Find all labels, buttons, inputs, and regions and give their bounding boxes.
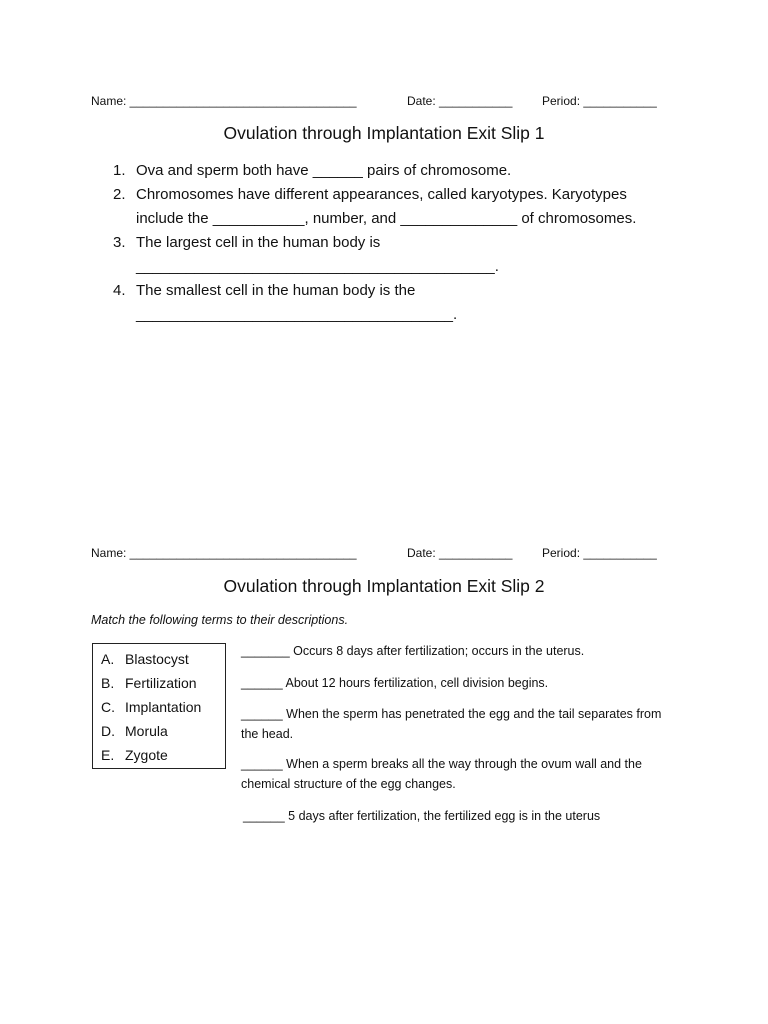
- term-item: [101, 695, 201, 719]
- description-item: ______ When a sperm breaks all the way through the ovum wall and the chemical structure of the egg changes.: [241, 757, 642, 791]
- term-item: [101, 671, 201, 695]
- instructions: Match the following terms to their descriptions.: [91, 613, 349, 627]
- term-letter: B.: [101, 675, 115, 691]
- date-field: Date: ___________: [407, 546, 513, 560]
- question-number: 2.: [113, 186, 126, 203]
- name-field: Name: __________________________________: [91, 546, 357, 560]
- term-item: [101, 719, 201, 743]
- term-label: Implantation: [125, 699, 202, 715]
- question-text: The largest cell in the human body is: [136, 234, 381, 251]
- period-field: Period: ___________: [542, 546, 657, 560]
- term-label: Blastocyst: [125, 651, 189, 667]
- question-text-continued: ___________________________________________.: [136, 258, 499, 275]
- slip2-header: [91, 544, 691, 562]
- question-text: The smallest cell in the human body is the: [136, 282, 416, 299]
- term-label: Zygote: [125, 747, 168, 763]
- description-item: _______ Occurs 8 days after fertilization; occurs in the uterus.: [241, 644, 585, 658]
- description-item: ______ 5 days after fertilization, the fertilized egg is in the uterus: [243, 809, 601, 823]
- question-number: 4.: [113, 282, 126, 299]
- question-text: Ova and sperm both have ______ pairs of chromosome.: [136, 162, 512, 179]
- name-field: Name: __________________________________: [91, 94, 357, 108]
- term-letter: D.: [101, 723, 115, 739]
- term-letter: E.: [101, 747, 115, 763]
- slip1-title: Ovulation through Implantation Exit Slip 1: [223, 123, 545, 143]
- term-label: Morula: [125, 723, 168, 739]
- period-field: Period: ___________: [542, 94, 657, 108]
- date-field: Date: ___________: [407, 94, 513, 108]
- question-number: 1.: [113, 162, 126, 179]
- question-text-continued: ______________________________________.: [136, 306, 458, 323]
- slip2-title: Ovulation through Implantation Exit Slip 2: [223, 576, 545, 596]
- term-item: [101, 743, 201, 767]
- question-text: Chromosomes have different appearances, called karyotypes. Karyotypes: [136, 186, 627, 203]
- term-item: [101, 647, 201, 671]
- description-item: ______ About 12 hours fertilization, cell division begins.: [241, 676, 549, 690]
- description-item: ______ When the sperm has penetrated the egg and the tail separates from the head.: [241, 707, 662, 741]
- term-label: Fertilization: [125, 675, 197, 691]
- slip1-question-list: [113, 159, 703, 327]
- term-list: [101, 647, 201, 767]
- question-item: [113, 279, 703, 327]
- term-letter: C.: [101, 699, 115, 715]
- question-item: [113, 231, 703, 279]
- question-item: [113, 159, 703, 183]
- slip1-header: [91, 92, 691, 110]
- question-text-continued: include the ___________, number, and ______________ of chromosomes.: [136, 210, 637, 227]
- question-item: [113, 183, 703, 231]
- term-letter: A.: [101, 651, 115, 667]
- question-number: 3.: [113, 234, 126, 251]
